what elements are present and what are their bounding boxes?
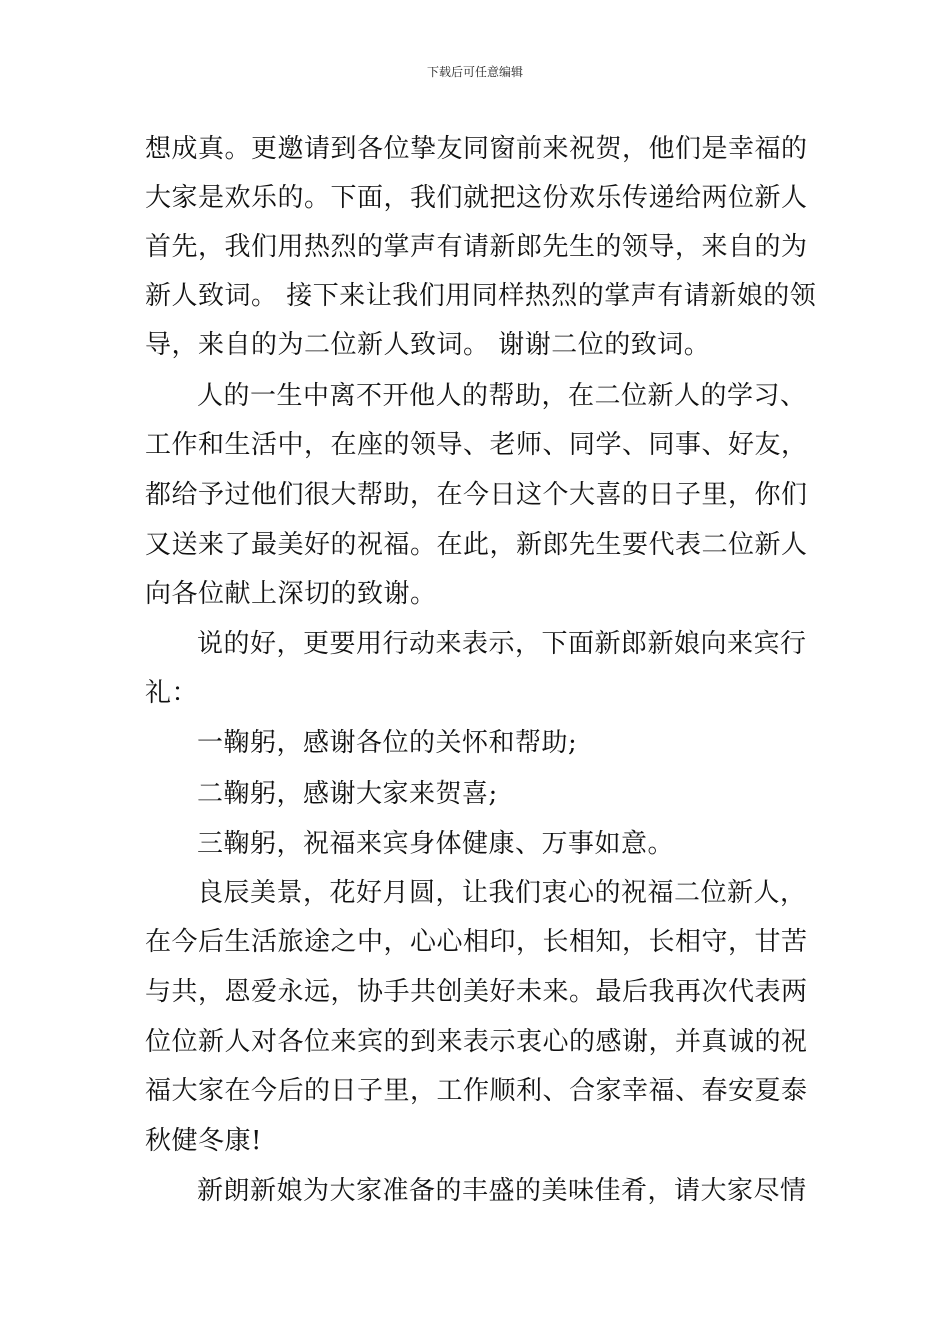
text-line: 大家是欢乐的。下面，我们就把这份欢乐传递给两位新人 [145,183,808,213]
text-line: 礼： [145,678,199,708]
paragraph-start-line: 良辰美景，花好月圆，让我们衷心的祝福二位新人， [197,878,807,908]
paragraph-start-line: 说的好，更要用行动来表示，下面新郎新娘向来宾行 [197,629,807,659]
text-line: 在今后生活旅途之中，心心相印，长相知，长相守，甘苦 [145,927,808,957]
bow-line-1: 一鞠躬，感谢各位的关怀和帮助; [197,728,578,758]
text-line: 秋健冬康! [145,1126,262,1156]
text-line: 与共，恩爱永远，协手共创美好未来。最后我再次代表两 [145,977,808,1007]
bow-line-2: 二鞠躬，感谢大家来贺喜; [197,779,498,809]
paragraph-start-line: 人的一生中离不开他人的帮助，在二位新人的学习、 [197,381,807,411]
text-line: 又送来了最美好的祝福。在此，新郎先生要代表二位新人 [145,530,808,560]
text-line: 福大家在今后的日子里，工作顺利、合家幸福、春安夏泰 [145,1076,808,1106]
text-line: 首先，我们用热烈的掌声有请新郎先生的领导，来自的为 [145,232,808,262]
text-line: 工作和生活中，在座的领导、老师、同学、同事、好友， [145,430,808,460]
text-line: 位位新人对各位来宾的到来表示衷心的感谢，并真诚的祝 [145,1027,808,1057]
bow-line-3: 三鞠躬，祝福来宾身体健康、万事如意。 [197,829,675,859]
text-line: 导，来自的为二位新人致词。 谢谢二位的致词。 [145,330,711,360]
text-line: 想成真。更邀请到各位挚友同窗前来祝贺，他们是幸福的 [145,134,808,164]
text-line: 新人致词。 接下来让我们用同样热烈的掌声有请新娘的领 [145,281,817,311]
text-line: 都给予过他们很大帮助，在今日这个大喜的日子里，你们 [145,480,808,510]
text-line: 向各位献上深切的致谢。 [145,579,437,609]
paragraph-start-line: 新朗新娘为大家准备的丰盛的美味佳肴，请大家尽情 [197,1176,807,1206]
page-header: 下载后可任意编辑 [426,65,523,79]
